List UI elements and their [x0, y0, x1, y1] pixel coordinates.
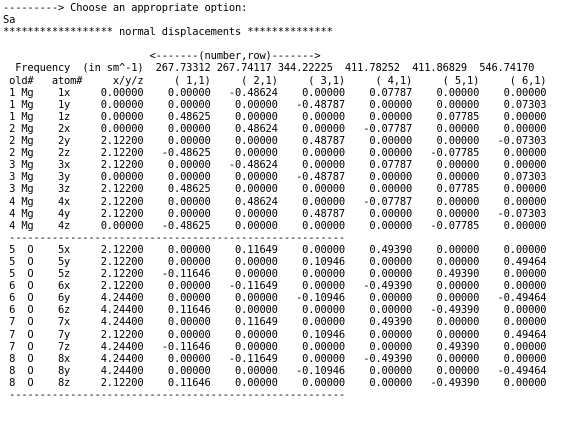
terminal-line: 3 Mg 3x 2.12200 0.00000 -0.48624 0.00000 0.07787 0.00000 0.00000 [3, 159, 547, 172]
terminal-line: 2 Mg 2x 0.00000 0.00000 0.48624 0.00000 -0.07787 0.00000 0.00000 [3, 122, 547, 135]
terminal-line: ------------------------------------------------------- [3, 231, 345, 244]
terminal-line: 7 O 7x 4.24400 0.00000 0.11649 0.00000 0.49390 0.00000 0.00000 [3, 316, 547, 329]
terminal-line: 3 Mg 3y 0.00000 0.00000 0.00000 -0.48787 0.00000 0.00000 0.07303 [3, 171, 547, 184]
terminal-line: Sa [3, 14, 16, 27]
terminal-line: 1 Mg 1y 0.00000 0.00000 0.00000 -0.48787 0.00000 0.00000 0.07303 [3, 98, 547, 111]
terminal-line [3, 38, 561, 50]
terminal-line: old# atom# x/y/z ( 1,1) ( 2,1) ( 3,1) ( 4,1) ( 5,1) ( 6,1) [3, 74, 547, 87]
terminal-line: 5 O 5y 2.12200 0.00000 0.00000 0.10946 0.00000 0.00000 0.49464 [3, 255, 547, 268]
terminal-line: 4 Mg 4x 2.12200 0.00000 0.48624 0.00000 -0.07787 0.00000 0.00000 [3, 195, 547, 208]
terminal-line: ****************** normal displacements ************** [3, 26, 333, 39]
terminal-line: 4 Mg 4y 2.12200 0.00000 0.00000 0.48787 0.00000 0.00000 -0.07303 [3, 207, 547, 220]
terminal-line: 4 Mg 4z 0.00000 -0.48625 0.00000 0.00000 0.00000 -0.07785 0.00000 [3, 219, 547, 232]
terminal-line: 1 Mg 1z 0.00000 0.48625 0.00000 0.00000 0.00000 0.07785 0.00000 [3, 110, 547, 123]
terminal-line: 6 O 6x 2.12200 0.00000 -0.11649 0.00000 -0.49390 0.00000 0.00000 [3, 280, 547, 293]
terminal-line: 7 O 7y 2.12200 0.00000 0.00000 0.10946 0.00000 0.00000 0.49464 [3, 328, 547, 341]
terminal-line: 8 O 8y 4.24400 0.00000 0.00000 -0.10946 0.00000 0.00000 -0.49464 [3, 364, 547, 377]
terminal-line: 6 O 6z 4.24400 0.11646 0.00000 0.00000 0.00000 -0.49390 0.00000 [3, 304, 547, 317]
terminal-line: ------------------------------------------------------- [3, 389, 345, 401]
terminal-line: 8 O 8z 2.12200 0.11646 0.00000 0.00000 0.00000 -0.49390 0.00000 [3, 376, 547, 389]
terminal-line: <-------(number,row)-------> [3, 50, 321, 63]
terminal-line: 1 Mg 1x 0.00000 0.00000 -0.48624 0.00000 0.07787 0.00000 0.00000 [3, 86, 547, 99]
terminal-line: 5 O 5x 2.12200 0.00000 0.11649 0.00000 0.49390 0.00000 0.00000 [3, 243, 547, 256]
terminal-line: ---------> Choose an appropriate option: [3, 2, 248, 14]
terminal-line: 3 Mg 3z 2.12200 0.48625 0.00000 0.00000 0.00000 0.07785 0.00000 [3, 183, 547, 196]
terminal-line: 8 O 8x 4.24400 0.00000 -0.11649 0.00000 -0.49390 0.00000 0.00000 [3, 352, 547, 365]
terminal-line: 2 Mg 2y 2.12200 0.00000 0.00000 0.48787 0.00000 0.00000 -0.07303 [3, 135, 547, 148]
terminal-line: 6 O 6y 4.24400 0.00000 0.00000 -0.10946 0.00000 0.00000 -0.49464 [3, 292, 547, 305]
terminal-line: 7 O 7z 4.24400 -0.11646 0.00000 0.00000 0.00000 0.49390 0.00000 [3, 340, 547, 353]
terminal-line: 2 Mg 2z 2.12200 -0.48625 0.00000 0.00000 0.00000 -0.07785 0.00000 [3, 147, 547, 160]
terminal-output [3, 2, 561, 430]
terminal-line: Frequency (in sm^-1) 267.73312 267.74117 344.22225 411.78252 411.86829 546.74170 [3, 62, 535, 75]
terminal-line: 5 O 5z 2.12200 -0.11646 0.00000 0.00000 0.00000 0.49390 0.00000 [3, 268, 547, 281]
